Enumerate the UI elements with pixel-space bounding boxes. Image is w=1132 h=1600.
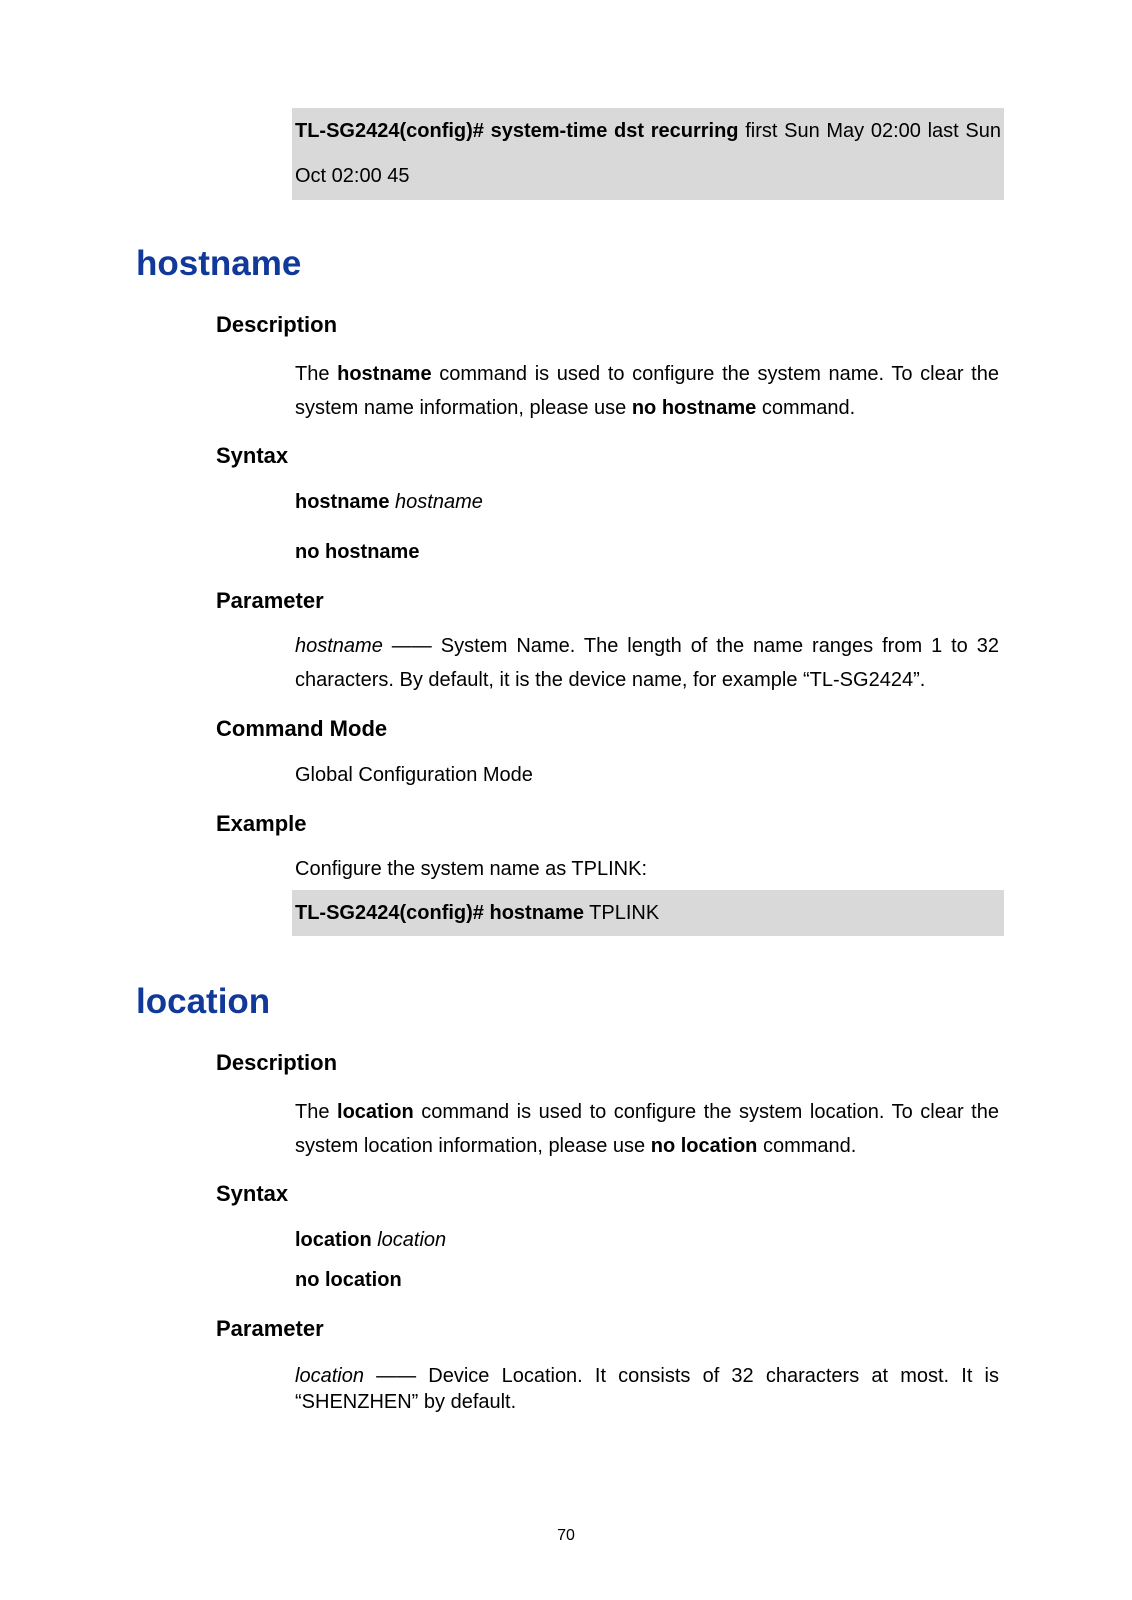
location-parameter-line-1 — [295, 1364, 999, 1388]
parameter-name: location — [295, 1365, 364, 1387]
bold-run: location — [337, 1101, 414, 1123]
syntax-command: location — [295, 1229, 372, 1251]
top-example-code-box — [292, 108, 1004, 200]
syntax-command: no hostname — [295, 541, 420, 563]
code-command: hostname — [489, 902, 584, 924]
location-syntax-line-1 — [295, 1228, 999, 1252]
hostname-example-heading: Example — [216, 811, 307, 836]
parameter-name: hostname — [295, 635, 383, 657]
hostname-syntax-line-1 — [295, 490, 999, 514]
hostname-description-heading: Description — [216, 312, 338, 337]
hostname-syntax-line-2 — [295, 540, 999, 564]
hostname-parameter-line-2 — [295, 668, 999, 692]
location-description-line-2 — [295, 1134, 999, 1158]
page-number: 70 — [557, 1527, 575, 1544]
bold-run: no hostname — [631, 397, 757, 419]
syntax-command: no location — [295, 1269, 402, 1291]
hostname-example-code-box — [292, 890, 1004, 936]
hostname-command-mode-heading: Command Mode — [216, 716, 388, 741]
text-run: command is used to configure the system location. To clear the — [413, 1101, 999, 1123]
text-run: The — [295, 363, 338, 385]
code-args-continued: Oct 02:00 45 — [295, 165, 410, 187]
top-example-line-2 — [295, 166, 1001, 186]
parameter-description: —— Device Location. It consists of 32 characters at most. It is — [376, 1365, 999, 1387]
location-section-title: location — [136, 982, 271, 1021]
code-args: first Sun May 02:00 last Sun — [745, 120, 1001, 142]
bold-run: hostname — [337, 363, 432, 385]
text-run: system location information, please use — [295, 1135, 651, 1157]
syntax-command: hostname — [295, 491, 390, 513]
hostname-parameter-heading: Parameter — [216, 588, 324, 613]
hostname-section-title: hostname — [136, 244, 302, 283]
location-syntax-line-2 — [295, 1268, 999, 1292]
parameter-description: “SHENZHEN” by default. — [295, 1391, 517, 1413]
hostname-example-text: Configure the system name as TPLINK: — [295, 858, 648, 880]
hostname-parameter-line-1 — [295, 634, 999, 658]
code-command: system-time dst recurring — [490, 120, 739, 142]
location-syntax-heading: Syntax — [216, 1181, 289, 1206]
hostname-example-code-line — [295, 903, 1001, 923]
text-run: command is used to configure the system name. To clear the — [431, 363, 999, 385]
location-description-line-1 — [295, 1100, 999, 1124]
text-run: command. — [756, 397, 856, 419]
text-run: The — [295, 1101, 338, 1123]
parameter-description: —— System Name. The length of the name ranges from 1 to 32 — [391, 635, 999, 657]
code-prompt: TL-SG2424(config)# — [295, 120, 484, 142]
code-prompt: TL-SG2424(config)# — [295, 902, 484, 924]
syntax-argument: location — [377, 1229, 447, 1251]
hostname-command-mode-text: Global Configuration Mode — [295, 764, 533, 786]
text-run: system name information, please use — [295, 397, 632, 419]
location-parameter-line-2 — [295, 1390, 999, 1414]
code-args: TPLINK — [589, 902, 660, 924]
syntax-argument: hostname — [395, 491, 483, 513]
bold-run: no location — [650, 1135, 758, 1157]
hostname-description-line-1 — [295, 362, 999, 386]
hostname-description-line-2 — [295, 396, 999, 420]
text-run: command. — [757, 1135, 857, 1157]
hostname-syntax-heading: Syntax — [216, 443, 289, 468]
location-description-heading: Description — [216, 1050, 338, 1075]
location-parameter-heading: Parameter — [216, 1316, 324, 1341]
top-example-line-1 — [295, 121, 1001, 141]
parameter-description: characters. By default, it is the device name, for example “TL-SG2424”. — [295, 669, 926, 691]
